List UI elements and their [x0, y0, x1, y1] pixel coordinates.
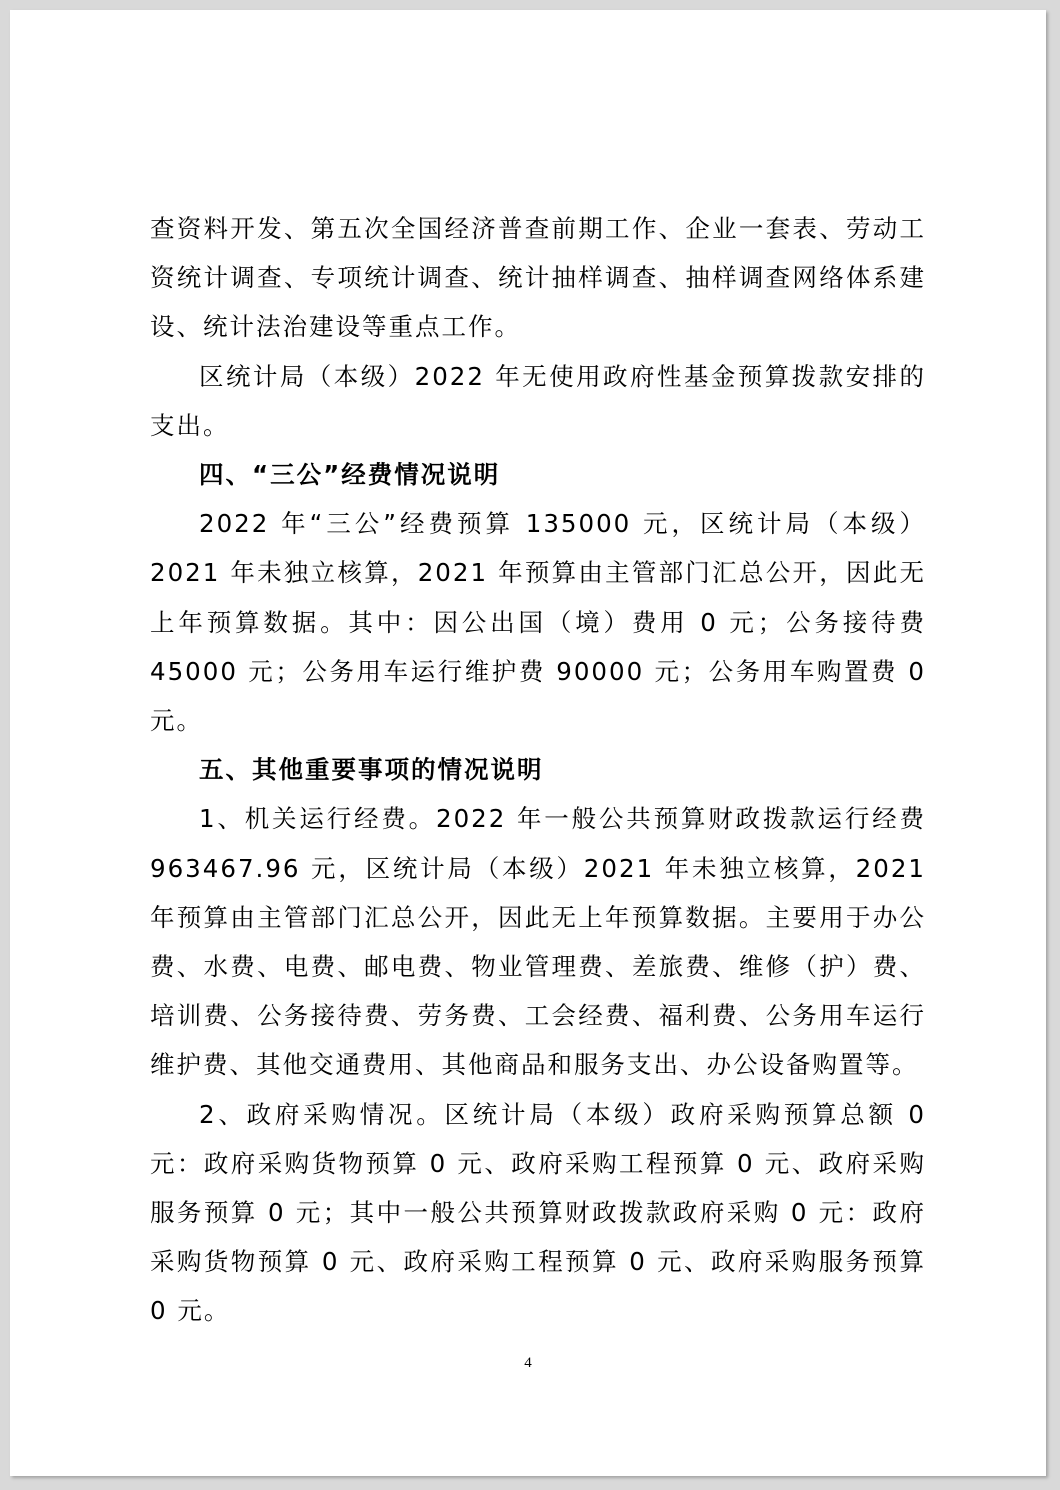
- heading-other-matters: 五、其他重要事项的情况说明: [199, 755, 544, 785]
- paragraph-government-fund: 区统计局（本级）2022 年无使用政府性基金预算拨款安排的支出。: [150, 361, 926, 440]
- document-page: [10, 10, 1046, 1476]
- page-number: 4: [524, 1355, 532, 1371]
- paragraph-government-procurement: 2、政府采购情况。区统计局（本级）政府采购预算总额 0 元：政府采购货物预算 0 元、政府采购工程预算 0 元、政府采购服务预算 0 元；其中一般公共预算财政拨款政府采购 0 元：政府采购货物预算 0 元、政府采购工程预算 0 元、政府采购服务预算 0 元。: [150, 1099, 926, 1326]
- paragraph-three-public-expenses: 2022 年“三公”经费预算 135000 元，区统计局（本级）2021 年未独立核算，2021 年预算由主管部门汇总公开，因此无上年预算数据。其中：因公出国（境）费用 0 元；公务接待费 45000 元；公务用车运行维护费 90000 元；公务用车购置费 0 元。: [150, 509, 926, 736]
- heading-three-public-expenses: 四、“三公”经费情况说明: [199, 460, 501, 490]
- document-body: [150, 204, 926, 1336]
- paragraph-continued-work: 查资料开发、第五次全国经济普查前期工作、企业一套表、劳动工资统计调查、专项统计调查、统计抽样调查、抽样调查网络体系建设、统计法治建设等重点工作。: [150, 214, 926, 342]
- paragraph-operating-expenses: 1、机关运行经费。2022 年一般公共预算财政拨款运行经费 963467.96 元，区统计局（本级）2021 年未独立核算，2021 年预算由主管部门汇总公开，因此无上年预算数据。主要用于办公费、水费、电费、邮电费、物业管理费、差旅费、维修（护）费、培训费、公务接待费、劳务费、工会经费、福利费、公务用车运行维护费、其他交通费用、其他商品和服务支出、办公设备购置等。: [150, 804, 926, 1080]
